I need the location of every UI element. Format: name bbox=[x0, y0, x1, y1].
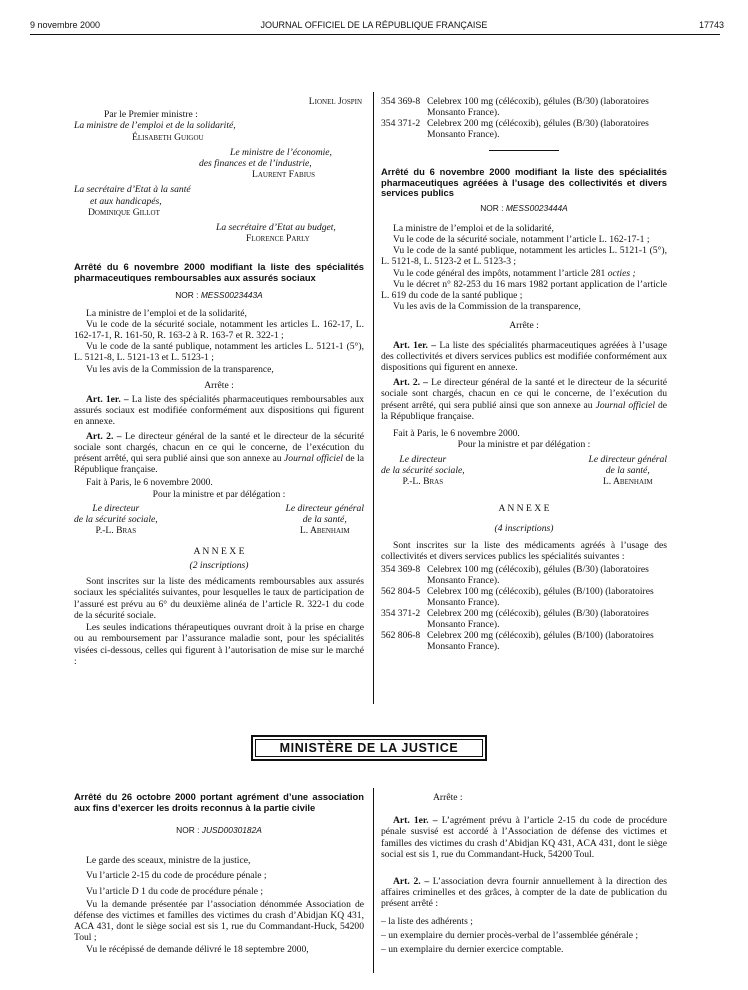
sig-left-name: P.-L. Bras bbox=[402, 476, 444, 488]
header-date: 9 novembre 2000 bbox=[30, 20, 101, 30]
arrete1-inscriptions: (2 inscriptions) bbox=[189, 560, 249, 572]
page-number: 17743 bbox=[698, 20, 724, 30]
arrete1-p4: Vu les avis de la Commission de la transparence, bbox=[86, 363, 274, 375]
justice-item: – la liste des adhérents ; bbox=[381, 915, 473, 927]
justice-p2: Vu l’article 2-15 du code de procédure pénale ; bbox=[86, 870, 267, 882]
justice-art1: Art. 1er. – L’agrément prévu à l’article 2-15 du code de procédure pénale susvisé est accordé à l’Association de défense des victimes et familles des victimes du crash d’Abidjan KQ 431, ACA 431, dont le siège social est sis 1, rue du Commandant-Huck, 54200 Toul. bbox=[381, 815, 667, 860]
eco-title-2: des finances et de l’industrie, bbox=[199, 158, 312, 170]
list-item-text: Celebrex 100 mg (célécoxib), gélules (B/100) (laboratoires Monsanto France). bbox=[427, 586, 654, 609]
list-item-text: Celebrex 100 mg (célécoxib), gélules (B/30) (laboratoires Monsanto France). bbox=[427, 564, 649, 587]
arrete2-sig-right bbox=[588, 454, 667, 487]
arrete1-signatures bbox=[74, 503, 364, 536]
arrete1-sig-left bbox=[74, 503, 158, 536]
arrete1-fait: Fait à Paris, le 6 novembre 2000. bbox=[86, 477, 213, 489]
arrete1-art1: Art. 1er. – La liste des spécialités pharmaceutiques remboursables aux assurés sociaux est modifiée conformément aux dispositions qui figurent en annexe. bbox=[74, 394, 364, 428]
arrete2-p1: La ministre de l’emploi et de la solidarité, bbox=[393, 222, 554, 234]
arrete2-title: Arrêté du 6 novembre 2000 modifiant la liste des spécialités pharmaceutiques agréées à l’usage des collectivités et divers services publics bbox=[381, 166, 667, 199]
arrete2-arrete: Arrête : bbox=[509, 320, 539, 332]
list-item-code: 354 369-8 bbox=[381, 564, 421, 576]
arrete1-annexe-p1: Sont inscrites sur la liste des médicaments remboursables aux assurés sociaux les spécialités suivantes, pour lesquelles le taux de participation de l’assuré est prévu au 6° du deuxième alinéa de l’article R. 322-1 du code de la sécurité sociale. bbox=[74, 576, 364, 621]
list-item-code: 562 804-5 bbox=[381, 586, 421, 598]
sig-right-line1: Le directeur général bbox=[588, 454, 667, 466]
arrete1-annexe-p2: Les seules indications thérapeutiques ouvrant droit à la prise en charge ou au remboursement par l’assurance maladie sont, pour les spécialités visées ci-dessous, celles qui figurent à l’autorisation de mise sur le marché : bbox=[74, 622, 364, 667]
sig-left-name: P.-L. Bras bbox=[95, 524, 137, 536]
right-column-top bbox=[381, 96, 667, 652]
list-item-text: Celebrex 100 mg (célécoxib), gélules (B/30) (laboratoires Monsanto France). bbox=[427, 96, 649, 118]
budget-name: Florence Parly bbox=[246, 233, 310, 245]
arrete1-annexe-heading: A N N E X E bbox=[193, 545, 245, 557]
arrete1-sig-right bbox=[285, 503, 364, 536]
arrete2-art2: Art. 2. – Le directeur général de la santé et le directeur de la sécurité sociale sont chargés, chacun en ce qui le concerne, de l’exécution du présent arrêté, qui sera publié ainsi que son annexe au Journal officiel de la République française. bbox=[381, 377, 668, 422]
budget-title: La secrétaire d’Etat au budget, bbox=[216, 222, 336, 234]
arrete2-p6: Vu les avis de la Commission de la transparence, bbox=[393, 301, 581, 313]
list-item-code: 354 369-8 bbox=[381, 96, 421, 107]
arrete2-annexe-heading: A N N E X E bbox=[498, 503, 550, 515]
justice-left-column bbox=[74, 792, 364, 955]
list-item bbox=[381, 630, 667, 652]
arrete2-list bbox=[381, 564, 667, 652]
justice-art2: Art. 2. – L’association devra fournir annuellement à la direction des affaires criminelles et des grâces, à compter de la date de publication du présent arrêté : bbox=[381, 876, 667, 910]
column-divider-top bbox=[373, 92, 374, 704]
sig-right-name: L. Abenhaim bbox=[602, 476, 653, 488]
sante-name: Dominique Gillot bbox=[88, 206, 160, 218]
list-item bbox=[381, 96, 667, 118]
justice-item: – un exemplaire du dernier exercice comptable. bbox=[381, 944, 564, 956]
justice-arrete: Arrête : bbox=[433, 792, 463, 803]
arrete2-p2: Vu le code de la sécurité sociale, notamment l’article L. 162-17-1 ; bbox=[393, 233, 650, 245]
justice-item: – un exemplaire du dernier procès-verbal de l’assemblée générale ; bbox=[381, 929, 639, 941]
sig-right-line1: Le directeur général bbox=[285, 502, 364, 514]
sig-right-line2: de la santé, bbox=[605, 465, 650, 477]
justice-p4: Vu la demande présentée par l’association dénommée Association de défense des victimes et familles des victimes du crash d’Abidjan KQ 431, ACA 431, dont le siège social est sis 1, rue du Commandant-Huck, 54200 Toul ; bbox=[74, 898, 364, 944]
arrete2-p5: Vu le décret n° 82-253 du 16 mars 1982 portant application de l’article L. 619 du code de la santé publique ; bbox=[381, 278, 667, 301]
list-item bbox=[381, 608, 667, 630]
par-premier-ministre: Par le Premier ministre : bbox=[104, 109, 198, 121]
sante-title-1: La secrétaire d’Etat à la santé bbox=[74, 184, 191, 196]
list-item-text: Celebrex 200 mg (célécoxib), gélules (B/30) (laboratoires Monsanto France). bbox=[427, 118, 649, 140]
justice-title: Arrêté du 26 octobre 2000 portant agrément d’une association aux fins d’exercer les droits reconnus à la partie civile bbox=[74, 791, 364, 813]
arrete2-nor: NOR : MESS0023444A bbox=[480, 202, 568, 213]
list-item-code: 354 371-2 bbox=[381, 608, 421, 620]
emploi-name: Élisabeth Guigou bbox=[132, 131, 204, 143]
list-item-code: 562 806-8 bbox=[381, 630, 421, 642]
ministry-box bbox=[251, 735, 487, 761]
sig-left-line2: de la sécurité sociale, bbox=[381, 465, 465, 477]
arrete1-p3: Vu le code de la santé publique, notamment les articles L. 5121-1 (5°), L. 5121-8, L. 5121-13 et L. 5123-1 ; bbox=[74, 341, 364, 364]
signature-pm: Lionel Jospin bbox=[308, 96, 362, 107]
arrete1-delegation: Pour la ministre et par délégation : bbox=[152, 488, 286, 500]
list-item-text: Celebrex 200 mg (célécoxib), gélules (B/100) (laboratoires Monsanto France). bbox=[427, 630, 654, 653]
justice-right-column bbox=[381, 792, 667, 955]
sig-right-line2: de la santé, bbox=[302, 513, 347, 525]
sig-left-line1: Le directeur bbox=[399, 454, 447, 466]
left-column-top bbox=[74, 96, 364, 667]
arrete2-sig-left bbox=[381, 454, 465, 487]
arrete1-p1: La ministre de l’emploi et de la solidarité, bbox=[86, 307, 247, 319]
arrete2-annexe-p1: Sont inscrites sur la liste des médicaments agréés à l’usage des collectivités et divers services publics les spécialités suivantes : bbox=[381, 539, 667, 563]
arrete2-inscriptions: (4 inscriptions) bbox=[494, 522, 554, 534]
arrete2-p3: Vu le code de la santé publique, notamment les articles L. 5121-1 (5°), L. 5121-8, L. 5123-2 et L. 5123-3 ; bbox=[381, 245, 667, 268]
list-item-text: Celebrex 200 mg (célécoxib), gélules (B/30) (laboratoires Monsanto France). bbox=[427, 608, 649, 631]
arrete1-art2: Art. 2. – Le directeur général de la santé et le directeur de la sécurité sociale sont chargés, chacun en ce qui le concerne, de l’exécution du présent arrêté, qui sera publié ainsi que son annexe au Journal officiel de la République française. bbox=[74, 430, 364, 476]
arrete2-delegation: Pour la ministre et par délégation : bbox=[457, 439, 591, 451]
emploi-title: La ministre de l’emploi et de la solidarité, bbox=[74, 120, 236, 132]
list-item bbox=[381, 118, 667, 140]
justice-p3: Vu l’article D 1 du code de procédure pénale ; bbox=[86, 885, 264, 897]
arrete1-nor: NOR : MESS0023443A bbox=[175, 289, 263, 300]
header-rule bbox=[30, 34, 720, 35]
eco-name: Laurent Fabius bbox=[252, 169, 315, 181]
sante-title-2: et aux handicapés, bbox=[90, 195, 162, 207]
arrete1-p2: Vu le code de la sécurité sociale, notamment les articles L. 162-17, L. 162-17-1, R. 161-50, R. 163-2 à R. 163-7 et R. 322-1 ; bbox=[74, 318, 364, 342]
ministry-heading: MINISTÈRE DE LA JUSTICE bbox=[255, 739, 483, 757]
list-item-code: 354 371-2 bbox=[381, 118, 421, 129]
arrete2-signatures bbox=[381, 454, 667, 487]
arrete2-fait: Fait à Paris, le 6 novembre 2000. bbox=[393, 428, 520, 440]
sig-left-line2: de la sécurité sociale, bbox=[74, 513, 158, 525]
column-divider-bottom bbox=[373, 788, 374, 973]
justice-nor: NOR : JUSD0030182A bbox=[176, 825, 262, 836]
list-item bbox=[381, 586, 667, 608]
arrete1-arrete: Arrête : bbox=[204, 379, 234, 391]
sig-left-line1: Le directeur bbox=[92, 502, 140, 514]
journal-title: JOURNAL OFFICIEL DE LA RÉPUBLIQUE FRANÇAISE bbox=[260, 20, 488, 30]
justice-p1: Le garde des sceaux, ministre de la justice, bbox=[86, 855, 251, 867]
eco-title-1: Le ministre de l’économie, bbox=[230, 146, 332, 158]
list-item bbox=[381, 564, 667, 586]
arrete2-art1: Art. 1er. – La liste des spécialités pharmaceutiques agréées à l’usage des collectivités et divers services publics est modifiée conformément aux dispositions qui figurent en annexe. bbox=[381, 339, 667, 374]
sig-right-name: L. Abenhaim bbox=[299, 524, 350, 536]
justice-p5: Vu le récépissé de demande délivré le 18 septembre 2000, bbox=[86, 943, 309, 955]
arrete1-title: Arrêté du 6 novembre 2000 modifiant la liste des spécialités pharmaceutiques remboursables aux assurés sociaux bbox=[74, 261, 364, 284]
arrete2-p4: Vu le code général des impôts, notamment l’article 281 octies ; bbox=[393, 267, 636, 279]
section-separator bbox=[489, 150, 559, 151]
